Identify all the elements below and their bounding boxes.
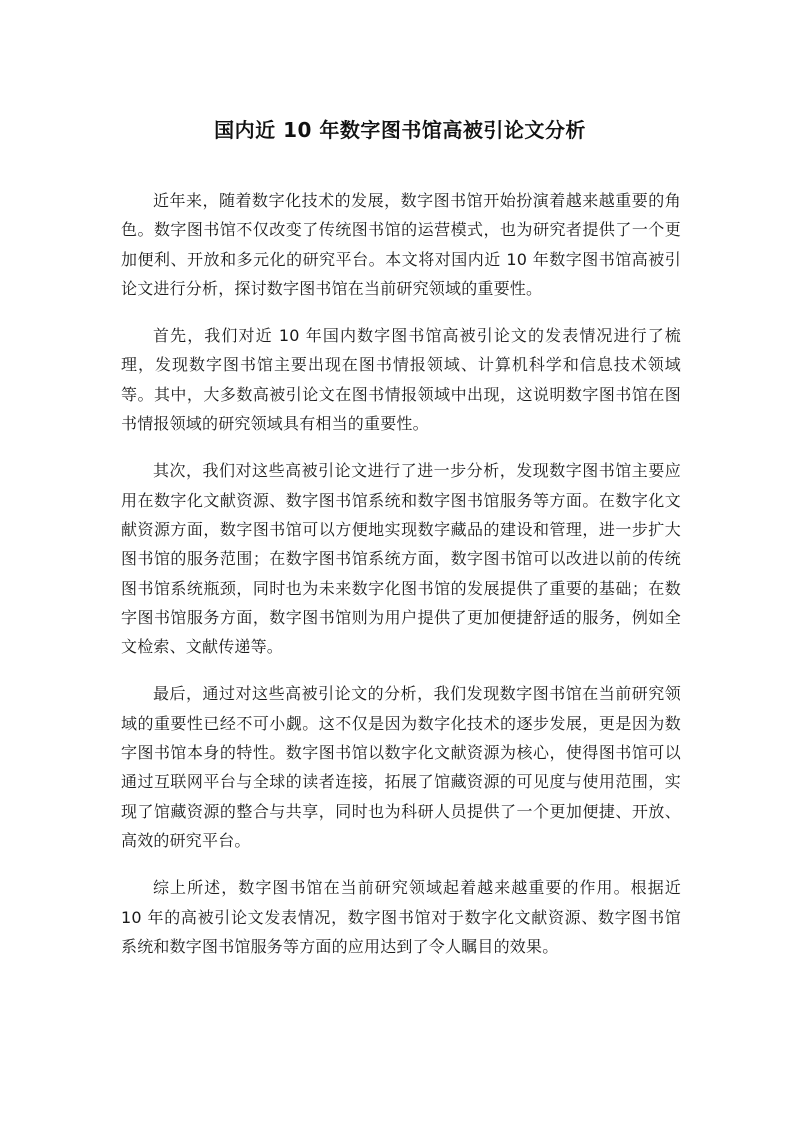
paragraph-finally: 最后，通过对这些高被引论文的分析，我们发现数字图书馆在当前研究领域的重要性已经不可小觑。这不仅是因为数字化技术的逐步发展，更是因为数字图书馆本身的特性。数字图书馆以数字化文献资源为核心，使得图书馆可以通过互联网平台与全球的读者连接，拓展了馆藏资源的可见度与使用范围，实现了馆藏资源的整合与共享，同时也为科研人员提供了一个更加便捷、开放、高效的研究平台。 xyxy=(121,684,681,850)
paragraph-conclusion: 综上所述，数字图书馆在当前研究领域起着越来越重要的作用。根据近 10 年的高被引论文发表情况，数字图书馆对于数字化文献资源、数字图书馆系统和数字图书馆服务等方面的应用达到了令人瞩目的效果。 xyxy=(121,878,681,956)
paragraph-intro: 近年来，随着数字化技术的发展，数字图书馆开始扮演着越来越重要的角色。数字图书馆不仅改变了传统图书馆的运营模式，也为研究者提供了一个更加便利、开放和多元化的研究平台。本文将对国内近 10 年数字图书馆高被引论文进行分析，探讨数字图书馆在当前研究领域的重要性。 xyxy=(121,191,681,298)
document-title: 国内近 10 年数字图书馆高被引论文分析 xyxy=(214,118,586,142)
paragraph-first: 首先，我们对近 10 年国内数字图书馆高被引论文的发表情况进行了梳理，发现数字图书馆主要出现在图书情报领域、计算机科学和信息技术领域等。其中，大多数高被引论文在图书情报领域中出现，这说明数字图书馆在图书情报领域的研究领域具有相当的重要性。 xyxy=(121,326,681,434)
document-body xyxy=(121,186,681,979)
paragraph-second: 其次，我们对这些高被引论文进行了进一步分析，发现数字图书馆主要应用在数字化文献资源、数字图书馆系统和数字图书馆服务等方面。在数字化文献资源方面，数字图书馆可以方便地实现数字藏品的建设和管理，进一步扩大图书馆的服务范围；在数字图书馆系统方面，数字图书馆可以改进以前的传统图书馆系统瓶颈，同时也为未来数字化图书馆的发展提供了重要的基础；在数字图书馆服务方面，数字图书馆则为用户提供了更加便捷舒适的服务，例如全文检索、文献传递等。 xyxy=(121,461,681,657)
